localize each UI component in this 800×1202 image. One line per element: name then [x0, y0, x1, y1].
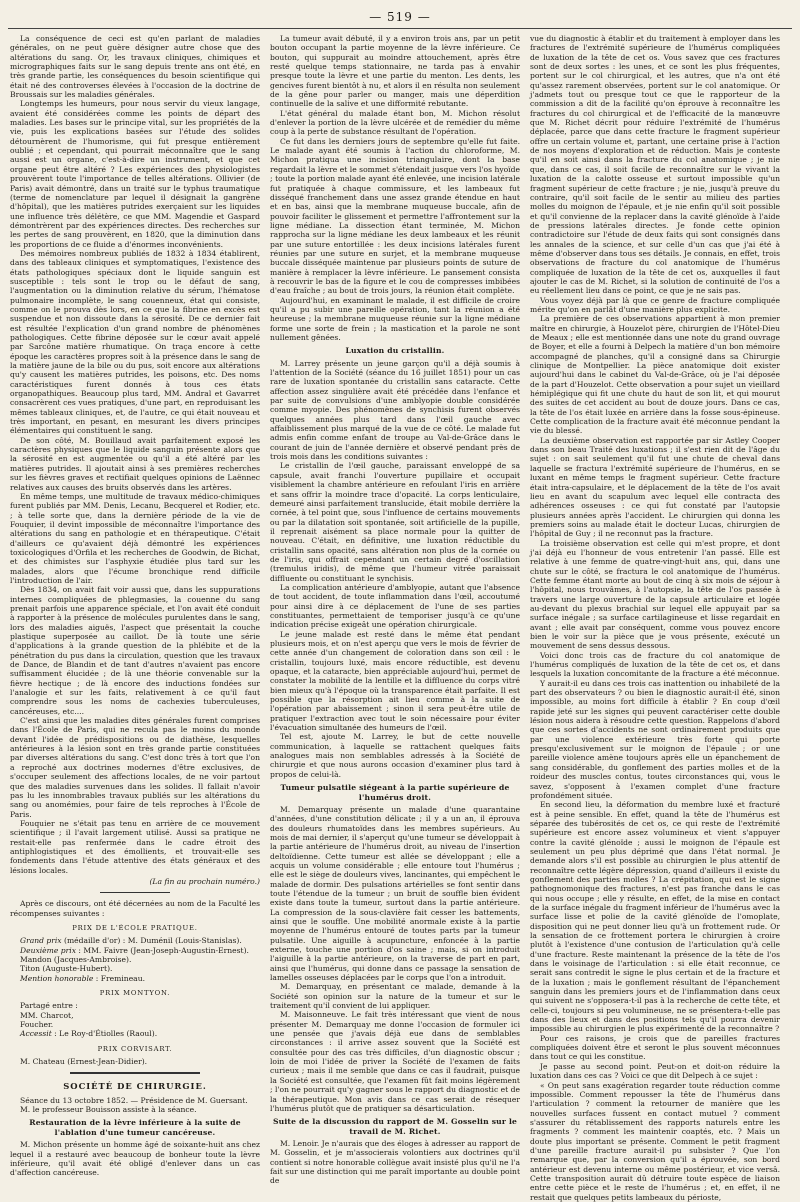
- prize-label: Grand prix: [20, 936, 62, 946]
- paragraph: Vous voyez déjà par là que ce genre de fracture compliquée mérite qu'on en parlât d'une manière plus explicite.: [530, 295, 780, 314]
- paragraph: Y aurait-il eu dans ces trois cas inattention ou inhabileté de la part des observateurs ? ou bien le diagnostic aurait-il été, sinon impossible, au moins fort difficile à établir ? En coup d'œil rapide jeté sur les signes qui peuvent caractériser cette double lésion nous aidera à résoudre cette question. Rappelons d'abord que ces sortes d'accidents ne sont ordinairement produits que par une violence extérieure très forte qui porte presqu'exclusivement sur le moignon de l'épaule ; or une pareille violence amène toujours après elle un épanchement de sang considérable, du gonflement des parties molles et de la roideur des muscles contus, toutes circonstances qui, vous le savez, s'opposent à l'examen complet d'une fracture profondément située.: [530, 678, 780, 800]
- column-left: [10, 34, 260, 1178]
- prize-heading: PRIX MONTYON.: [99, 989, 171, 998]
- paragraph: M. Lenoir. Je n'aurais que des éloges à adresser au rapport de M. Gosselin, et je m'associerais volontiers aux doctrines qu'il contient si notre honorable collègue avait insisté plus qu'il ne l'a fait sur une distinction qui me paraît importante au double point de: [270, 1138, 520, 1186]
- awards-intro: Après ce discours, ont été décernées au nom de la Faculté les récompenses suivantes :: [10, 899, 260, 918]
- prize-line: [10, 964, 260, 973]
- prize-heading: PRIX DE L'ÉCOLE PRATIQUE.: [72, 923, 198, 932]
- paragraph: vue du diagnostic à établir et du traitement à employer dans les fractures de l'extrémité supérieure de l'humérus compliquées de luxation de la tête de cet os. Vous savez que ces fractures sont de deux sortes : les unes, et ce sont les plus fréquentes, portent sur le col chirurgical, et les autres, que n'a ont été qu'assez rarement observées, portent sur le col anatomique. Or j'admets tout ou presque tout ce que le rapporteur de la commission a dit de la facilité qu'on éprouve à reconnaître les fractures du col chirurgical et de l'efficacité de la manœuvre que M. Richet décrit pour réduire l'extrémité de l'humérus déplacée, parce que dans cette fracture le fragment supérieur offre un certain volume et, partant, une certaine prise à l'action de nos moyens d'exploration et de réduction. Mais je conteste qu'il en soit ainsi dans la fracture du col anatomique ; je nie que, dans ce cas, il soit facile de reconnaître sur le vivant la luxation de la calotte osseuse et surtout impossible qu'un fragment supérieur de cette fracture ; je nie, jusqu'à preuve du contraire, qu'il soit facile de le sentir au milieu des parties molles du moignon de l'épaule, et je nie enfin qu'il soit possible et qu'il convienne de la replacer dans la cavité glénoïde à l'aide de pressions latérales directes. Je fonde cette opinion contradictoire sur l'étude de deux faits qui sont consignés dans les annales de la science, et sur celle d'un cas que j'ai été à même d'observer dans tous ses détails. Je connais, en effet, trois observations de fracture du col anatomique de l'humérus compliquée de luxation de la tête de cet os, auxquelles il faut ajouter le cas de M. Richet, si la solution de continuité de l'os a eu réellement lieu dans ce point, ce que je ne sais pas.: [530, 34, 780, 296]
- seance-line: Séance du 13 octobre 1852. — Présidence de M. Guersant.: [20, 1095, 248, 1105]
- paragraph: En second lieu, la déformation du membre luxé et fracturé est à peine sensible. En effet, quand la tête de l'humérus est séparée des tubérosités de cet os, ce qui reste de l'extrémité supérieure est encore assez volumineux et vient s'appuyer contre la cavité glénoïde ; aussi le moignon de l'épaule est seulement un peu plus déprimé que dans l'état normal. Je demande alors s'il est possible au chirurgien le plus attentif de reconnaître cette légère dépression, quand d'ailleurs il existe du gonflement des parties molles ? La crépitation, qui est le signe pathognomonique des fractures, n'est pas franche dans le cas qui nous occupe ; elle y résulte, en effet, de la mise en contact de la surface inégale du fragment inférieur de l'humérus avec la surface lisse et polie de la cavité glénoïde de l'omoplate, disposition qui ne peut donner lieu qu'à un frottement rude. Or la sensation de ce frottement portera le chirurgien à croire plutôt à l'existence d'une contusion de l'articulation qu'à celle d'une fracture. Reste maintenant la présence de la tête de l'os dans le voisinage de l'articulation : si elle était reconnue, ce serait sans contredit le signe le plus certain et de la fracture et de la luxation ; mais le gonflement résultant de l'épanchement sanguin dans les premiers jours et de l'inflammation dans ceux qui suivent ne s'opposera-t-il pas à la recherche de cette tête, et celle-ci, toujours si peu volumineuse, ne se présentera-t-elle pas dans des lieux et dans des positions tels qu'il pourra devenir impossible au chirurgien le plus expérimenté de la reconnaître ?: [530, 800, 780, 1034]
- prize-label: Deuxième prix: [20, 945, 76, 955]
- prize-line: [10, 955, 260, 964]
- prize-heading: PRIX CORVISART.: [97, 1044, 173, 1053]
- prize-label: Mention honorable: [20, 973, 94, 983]
- paragraph: Des mémoires nombreux publiés de 1832 à 1834 établirent, dans des tableaux cliniques et symptomatiques, l'existence des états pathologiques spéciaux dont le liquide sanguin est susceptible : tels sont le trop ou le défaut de sang, l'augmentation ou la diminution relative du sérum, l'hématose pulmonaire incomplète, le sang couenneux, état qui consiste, comme on le prouva dès lors, en ce que la fibrine en excès est suspendue et non dissoute dans la sérosité. De ce dernier fait est résultée l'explication d'un grand nombre de phénomènes pathologiques. Cette fibrine déposée sur le cœur avait appelé par Sarcône matière rhumatique. On traça encore à cette époque les caractères propres soit à la présence dans le sang de la matière jaune de la bile ou du pus, soit encore aux altérations qu'y causent les matières putrides, les poisons, etc. Des noms caractéristiques furent donnés à tous ces états organopathiques. Beaucoup plus tard, MM. Andral et Gavarret consacrèrent ces vues pratiques, d'une part, en reproduisant les mêmes tableaux cliniques, et, de l'autre, ce qui était nouveau et très important, en pesant, en mesurant les divers principes élémentaires qui constituent le sang.: [10, 248, 260, 436]
- paragraph: Fouquier ne s'était pas tenu en arrière de ce mouvement scientifique ; il l'avait largement utilisé. Aussi sa pratique ne restait-elle pas renfermée dans le cadre étroit des antiphlogistiques et des émollients, et trouvait-elle ses fondements dans l'étude attentive des états généraux et des lésions locales.: [10, 818, 260, 875]
- prize-text: MM. Charcot,: [20, 1010, 74, 1020]
- paragraph: C'est ainsi que les maladies dites générales furent comprises dans l'École de Paris, qui ne recula pas le moins du monde devant l'idée de prédispositions ou de diathèse, lesquelles antérieures à la lésion sont en très grande partie constituées par diverses altérations du sang. C'est donc très à tort que l'on a reproché aux doctrines modernes d'être exclusives, de s'occuper seulement des affections locales, de ne voir partout que des maladies survenues dans les solides. Il fallait n'avoir pas lu les innombrables travaux publiés sur les altérations du sang ou anomémies, pour faire de tels reproches à l'École de Paris.: [10, 716, 260, 819]
- paragraph: Je passe au second point. Peut-on et doit-on réduire la luxation dans ces cas ? Voici ce que dit Delpech à ce sujet :: [530, 1061, 780, 1081]
- paragraph: La deuxième observation est rapportée par sir Astley Cooper dans son beau Traité des luxations ; il s'est rien dit de l'âge du sujet : on sait seulement qu'il fut une chute de cheval dans laquelle se fractura l'extrémité supérieure de l'humérus, en se luxant en même temps le fragment supérieur. Cette fracture était intra-capsulaire, et le déplacement de la tête de l'os avait lieu en avant du scapulum avec lequel elle contracta des adhérences osseuses : ce qui fut constaté par l'autopsie plusieurs années après l'accident. Le chirurgien qui donna les premiers soins au malade était le docteur Lucas, chirurgien de l'hôpital de Guy ; il ne reconnut pas la fracture.: [530, 435, 780, 539]
- paragraph: Tel est, ajoute M. Larrey, le but de cette nouvelle communication, à laquelle se rattachent quelques faits analogues mais non semblables adressés à la Société de chirurgie et que nous aurons occasion d'examiner plus tard à propos de celui-là.: [270, 732, 520, 779]
- paragraph: M. Demarquay, en présentant ce malade, demande à la Société son opinion sur la nature de la tumeur et sur le traitement qu'il convient de lui appliquer.: [270, 982, 520, 1011]
- paragraph: Aujourd'hui, en examinant le malade, il est difficile de croire qu'il a pu subir une pareille opération, tant la réunion a été heureuse ; la membrane muqueuse réunie sur la ligne médiane forme une sorte de frein ; la mastication et la parole ne sont nullement gênées.: [270, 295, 520, 342]
- paragraph: Voici donc trois cas de fracture du col anatomique de l'humérus compliqués de luxation de la tête de cet os, et dans lesquels la luxation concomitante de la fracture a été méconnue.: [530, 650, 780, 679]
- separator: [100, 892, 170, 893]
- paragraph: De son côté, M. Bouillaud avait parfaitement exposé les caractères physiques que le liquide sanguin présente alors que la sérosité en est augmentée ou qu'il a été altéré par les matières putrides. Il ajoutait ainsi à ses premières recherches sur les fièvres graves et rectifiait quelques opinions de Laënnec relatives aux causes des bruits observés dans les artères.: [10, 435, 260, 492]
- paragraph: M. Larrey présente un jeune garçon qu'il a déjà soumis à l'attention de la Société (séance du 16 juillet 1851) pour un cas rare de luxation spontanée du cristallin sans cataracte. Cette affection assez singulière avait été précédée dans l'enfance et par suite de convulsions d'une amblyopie double considérée comme myopie. Des phénomènes de synchisis furent observés quelques années plus tard dans l'œil gauche avec affaiblissement plus marqué de la vue de ce côté. Le malade fut admis enfin comme enfant de troupe au Val-de-Grâce dans le courant de juin de l'année dernière et observé pendant près de trois mois dans les conditions suivantes :: [270, 358, 520, 462]
- paragraph: La conséquence de ceci est qu'en parlant de maladies générales, on ne peut guère désigner autre chose que des altérations du sang. Or, les travaux cliniques, chimiques et micrographiques faits sur le sang depuis trente ans ont été, en très grande partie, les conséquences du besoin scientifique qui était né des controverses élevées à l'occasion de la doctrine de Broussais sur les maladies générales.: [10, 34, 260, 100]
- paragraph: La tumeur avait débuté, il y a environ trois ans, par un petit bouton occupant la partie moyenne de la lèvre inférieure. Ce bouton, qui suppurait au moindre attouchement, après être resté quelque temps stationnaire, ne tarda pas à envahir presque toute la lèvre et une partie du menton. Les dents, les gencives furent bientôt à nu, et alors il en résulta non seulement de la gêne pour parler ou manger, mais une déperdition continuelle de la salive et une difformité rebutante.: [270, 34, 520, 109]
- prize-text: : Le Roy-d'Étiolles (Raoul).: [51, 1029, 158, 1039]
- paragraph: Ce fut dans les derniers jours de septembre qu'elle fut faite. Le malade ayant été soumis à l'action du chloroforme, M. Michon pratiqua une incision triangulaire, dont la base regardait la lèvre et le sommet s'étendait jusque vers l'os hyoïde ; toute la portion malade ayant été enlevée, une incision latérale fut pratiquée à chaque commissure, et les lambeaux fut disséqué franchement dans une assez grande étendue en haut et en bas, ainsi que la membrane muqueuse buccale, afin de pouvoir faciliter le glissement et permettre l'affrontement sur la ligne médiane. La dissection étant terminée, M. Michon rapprocha sur la ligne médiane les deux lambeaux et les réunit par une suture entortillée : les deux incisions latérales furent réunies par une suture en surjet, et la membrane muqueuse buccale disséquée maintenue par plusieurs points de suture de manière à remplacer la lèvre inférieure. Le pansement consista à recouvrir le bas de la figure et le cou de compresses imbibées d'eau fraîche ; au bout de trois jours, la réunion était complète.: [270, 136, 520, 296]
- paragraph: M. Maisonneuve. Le fait très intéressant que vient de nous présenter M. Demarquay me donne l'occasion de formuler ici une pensée que j'avais déjà eue dans de semblables circonstances : il arrive assez souvent que la Société est consultée pour des cas très difficiles, d'un diagnostic obscur ; loin de moi l'idée de priver la Société de l'examen de faits curieux ; mais il me semble que dans ce cas il faudrait, puisque la Société est consultée, que l'examen fût fait moins légèrement ; l'on ne pourrait qu'y gagner sous le rapport du diagnostic et de la thérapeutique. Mon avis dans ce cas serait de résequer l'humérus plutôt que de pratiquer sa désarticulation.: [270, 1010, 520, 1113]
- prize-line: [10, 974, 260, 983]
- article-heading: Restauration de la lèvre inférieure à la suite de l'ablation d'une tumeur cancéreuse.: [29, 1118, 241, 1137]
- column-right: [530, 34, 780, 1202]
- paragraph: En même temps, une multitude de travaux médico-chimiques furent publiés par MM. Denis, Lecanu, Becquerel et Rodier, etc. ; à telle sorte que, dans la dernière période de la vie de Fouquier, il devint impossible de méconnaître l'importance des altérations du sang en pathologie et en thérapeutique. C'était d'ailleurs ce qu'avaient déjà démontré les expériences toxicologiques d'Orfila et les recherches de Goodwin, de Bichat, et des chimistes sur l'asphyxie étudiée plus tard sur les malades, alors que l'écume bronchique rend difficile l'introduction de l'air.: [10, 491, 260, 585]
- prize-text: Partagé entre :: [20, 1001, 78, 1011]
- paragraph: Pour ces raisons, je crois que de pareilles fractures compliquées doivent être et seront le plus souvent méconnues dans tout ce qui les constitue.: [530, 1033, 780, 1062]
- reading-line: M. le professeur Bouisson assiste à la séance.: [20, 1105, 197, 1115]
- prize-line: [10, 1001, 260, 1010]
- paragraph: L'état général du malade étant bon, M. Michon résolut d'enlever la portion de la lèvre ulcérée et de remédier du même coup à la perte de substance résultant de l'opération.: [270, 108, 520, 137]
- section-rule: [70, 1072, 200, 1074]
- article-heading: Suite de la discussion du rapport de M. Gosselin sur le travail de M. Richet.: [272, 1117, 518, 1136]
- header-rule: [8, 28, 792, 29]
- paragraph: La troisième observation est celle qui m'est propre, et dont j'ai déjà eu l'honneur de vous entretenir l'an passé. Elle est relative à une femme de quatre-vingt-huit ans, qui, dans une chute sur le côté, se fractura le col anatomique de l'humérus. Cette femme étant morte au bout de cinq à six mois de séjour à l'hôpital, nous trouvâmes, à l'autopsie, la tête de l'os passée à travers une large ouverture de la capsule articulaire et logée au-devant du plexus brachial sur lequel elle appuyait par sa surface inégale ; sa surface cartilagineuse et lisse regardait en avant ; elle avait par conséquent, comme vous pouvez encore bien le voir sur la pièce que je vous présente, exécuté un mouvement de sens dessus dessous.: [530, 538, 780, 651]
- paragraph: M. Demarquay présente un malade d'une quarantaine d'années, d'une constitution délicate ; il y a un an, il éprouva des douleurs rhumatoïdes dans les membres supérieurs. Au mois de mai dernier, il s'aperçut qu'une tumeur se développait à la partie antérieure de l'humérus droit, au niveau de l'insertion deltoïdienne. Cette tumeur est allée se développant ; elle a acquis un volume considérable ; elle entoure tout l'humérus ; elle est le siège de douleurs vives, lancinantes, qui empêchent le malade de dormir. Des pulsations artérielles se font sentir dans toute l'étendue de la tumeur ; un bruit de souffle bien évident existe dans toute la tumeur, surtout dans la partie antérieure. La compression de la sous-clavière fait cesser les battements, ainsi que le souffle. Une mobilité anormale existe à la partie moyenne de l'humérus entouré de toutes parts par la tumeur pulsatile. Une aiguille à acupuncture, enfoncée à la partie externe, touche une portion d'os saine ; mais, si on introduit l'aiguille à la partie antérieure, on la traverse de part en part, ainsi que l'humérus, qui donne dans ce passage la sensation de lamelles osseuses déplacées par le corps que l'on a introduit.: [270, 804, 520, 983]
- prize-text: M. Chateau (Ernest-Jean-Didier).: [20, 1057, 148, 1067]
- section-title: SOCIÉTÉ DE CHIRURGIE.: [63, 1081, 207, 1092]
- article-heading: Luxation du cristallin.: [345, 346, 445, 356]
- paragraph: Longtemps les humeurs, pour nous servir du vieux langage, avaient été considérées comme les points de départ des maladies. Les bases sur le principe vital, sur les propriétés de la vie, puis les explications basées sur l'étude des solides détournèrent de l'humorisme, qui fut presque entièrement oublié ; et cependant, qui pourrait méconnaître que le sang aussi est un organe, c'est-à-dire un instrument, et que cet organe peut être altéré ? Les expériences des physiologistes prouvèrent toute l'importance de telles altérations. Ollivier (de Paris) avait démontré, dans un traité sur le typhus traumatique (terme de nomenclature par lequel il désignait la gangrène d'hôpital), que les matières putrides exerçaient sur les liquides une influence très délétère, ce que MM. Magendie et Gaspard démontrèrent par des expériences directes. Des recherches sur les pertes de sang prouvèrent, en 1820, que la diminution dans les proportions de ce fluide a d'énormes inconvénients.: [10, 99, 260, 249]
- paragraph: M. Michon présente un homme âgé de soixante-huit ans chez lequel il a restauré avec beaucoup de bonheur toute la lèvre inférieure, qu'il avait été obligé d'enlever dans un cas d'affection cancéreuse.: [10, 1140, 260, 1178]
- paragraph: Le jeune malade est resté dans le même état pendant plusieurs mois, et on n'est aperçu que vers le mois de février de cette année d'un changement de coloration dans son œil : le cristallin, toujours luxé, mais encore réductible, est devenu opaque, et la cataracte, bien appréciable aujourd'hui, permet de constater la mobilité de la lentille et la diffluence du corps vitré bien mieux qu'à l'époque où la transparence était parfaite. Il est possible que la résorption ait lieu comme à la suite de l'opération par abaissement ; sinon il sera peut-être utile de pratiquer l'extraction avec tout le soin nécessaire pour éviter l'évacuation simultanée des humeurs de l'œil.: [270, 629, 520, 733]
- prize-text: (médaille d'or) : M. Duménil (Louis-Stanislas).: [61, 936, 242, 946]
- column-middle: [270, 34, 520, 1186]
- paragraph: La première de ces observations appartient à mon premier maître en chirurgie, à Houzelot père, chirurgien de l'Hôtel-Dieu de Meaux ; elle est mentionnée dans une note du grand ouvrage de Boyer, et elle a fourni à Delpech la matière d'un bon mémoire accompagné de planches, qu'il a consigné dans sa Chirurgie clinique de Montpellier. La pièce anatomique doit exister aujourd'hui dans le cabinet du Val-de-Grâce, où je l'ai déposée de la part d'Houzelot. Cette observation a pour sujet un vieillard hémiplégique qui fit une chute du haut de son lit, et qui mourut des suites de cet accident au bout de douze jours. Dans ce cas, la tête de l'os était luxée en arrière dans la fosse sous-épineuse. Cette complication de la fracture avait été méconnue pendant la vie du blessé.: [530, 314, 780, 436]
- prize-line: [10, 936, 260, 945]
- prize-text: : Fremineau.: [93, 973, 146, 983]
- prize-text: Foucher.: [20, 1020, 54, 1030]
- article-heading: Tumeur pulsatile siégeant à la partie supérieure de l'humérus droit.: [280, 783, 510, 802]
- paragraph: La complication antérieure d'amblyopie, autant que l'absence de tout accident, de toute inflammation dans l'œil, accoutumé pour ainsi dire à ce déplacement de l'une de ses parties constituantes, permettaient de temporiser jusqu'à ce qu'une indication précise exigeât une opération chirurgicale.: [270, 582, 520, 630]
- paragraph: « On peut sans exagération regarder toute réduction comme impossible. Comment repousser la tête de l'humérus dans l'articulation ? comment la retourner de manière que les nouvelles surfaces fussent en contact mutuel ? comment s'assurer du rétablissement des rapports naturels entre les fragments ? comment les maintenir coaptés, etc. ? Mais un doute plus important se présente. Comment le petit fragment d'une pareille fracture aurait-il pu subsister ? Que l'on remarque que, par la conversion qu'il a éprouvée, son bord antérieur est devenu interne ou même postérieur, et vice versâ. Cette transposition aurait dû détruire toute espèce de liaison entre cette pièce et le reste de l'humérus ; et, en effet, il ne restait que quelques petits lambeaux du périoste,: [530, 1080, 780, 1202]
- prize-line: [10, 1020, 260, 1029]
- prize-text: : MM. Faivre (Jean-Joseph-Augustin-Ernest).: [76, 945, 249, 955]
- prize-text: Mandon (Jacques-Ambroise).: [20, 955, 132, 964]
- paragraph: Le cristallin de l'œil gauche, paraissant enveloppé de sa capsule, avait franchi l'ouverture pupillaire et occupait visiblement la chambre antérieure en refoulant l'iris en arrière et sans offrir la moindre trace d'opacité. La corps lenticulaire, demeuré ainsi parfaitement translucide, était mobile derrière la cornée, à tel point que, sous l'influence de certains mouvements ou par la dilatation soit spontanée, soit artificielle de la pupille, il reprenait aisément sa place normale pour la quitter de nouveau. C'était, en définitive, une luxation réductible du cristallin sans opacité, sans altération non plus de la cornée ou de l'iris, qui offrait cependant un certain degré d'oscillation (tremulus iridis), de même que l'humeur vitrée paraissait diffluente ou constituant le synchisis.: [270, 461, 520, 583]
- prize-label: Accessit: [20, 1029, 52, 1039]
- prize-line: [10, 1057, 260, 1066]
- continued-note: (La fin au prochain numéro.): [149, 876, 260, 886]
- page-number: — 519 —: [369, 10, 431, 24]
- prize-line: [10, 1029, 260, 1038]
- prize-line: [10, 1011, 260, 1020]
- prize-text: Titon (Auguste-Hubert).: [20, 964, 113, 974]
- prize-line: [10, 946, 260, 955]
- paragraph: Dès 1834, on avait fait voir aussi que, dans les suppurations internes compliquées de phlegmasies, la couenne du sang prenait parfois une apparence spéciale, et l'on avait été conduit à rapporter à la présence de molécules purulentes dans le sang, lors des maladies aiguës, l'aspect que présentait la couche plastique superposée au caillot. De là toute une série d'applications à la grande question de la phlébite et de la pénétration du pus dans la circulation, question que les travaux de Dance, de Blandin et de tant d'autres n'avaient pas encore suffisamment élucidée ; de là une théorie convenable sur la fièvre hectique ; de là encore des inductions fondées sur l'analogie et sur les faits, relativement à ce qu'il faut comprendre sous les noms de cachexies tuberculeuses, cancéreuses, etc....: [10, 585, 260, 716]
